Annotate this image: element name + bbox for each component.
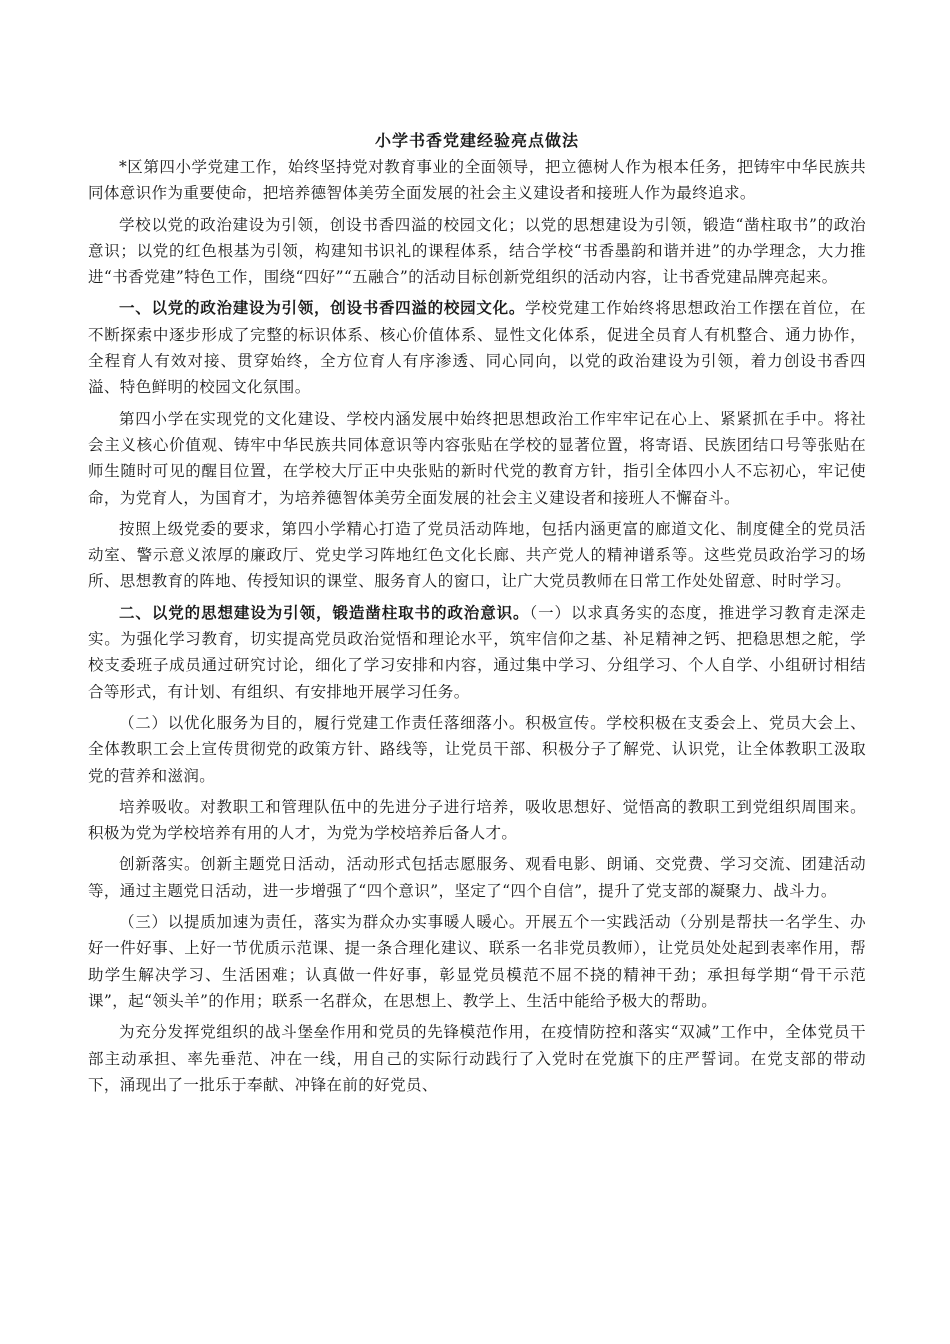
paragraph-10 <box>88 909 866 1014</box>
document-title: 小学书香党建经验亮点做法 <box>374 131 579 150</box>
paragraph-5 <box>88 516 866 595</box>
paragraph-2 <box>88 212 866 291</box>
paragraph-6 <box>88 600 866 705</box>
paragraph-8 <box>88 794 866 847</box>
section-heading-1: 一、以党的政治建设为引领，创设书香四溢的校园文化。 <box>119 298 526 318</box>
paragraph-text: 学校党建工作始终将思想政治工作摆在首位，在不断探索中逐步形成了完整的标识体系、核心价值体系、显性文化体系，促进全员育人有机整合、通力协作，全程育人有效对接、贯穿始终，全方位育人有序渗透、同心同向，以党的政治建设为引领，着力创设书香四溢、特色鲜明的校园文化氛围。 <box>88 299 866 397</box>
paragraph-text: 为充分发挥党组织的战斗堡垒作用和党员的先锋模范作用，在疫情防控和落实“双减”工作中，全体党员干部主动承担、率先垂范、冲在一线，用自己的实际行动践行了入党时在党旗下的庄严誓词。在党支部的带动下，涌现出了一批乐于奉献、冲锋在前的好党员、 <box>88 1023 866 1094</box>
paragraph-3 <box>88 295 866 400</box>
paragraph-1 <box>88 154 866 207</box>
paragraph-text: （二）以优化服务为目的，履行党建工作责任落细落小。积极宣传。学校积极在支委会上、党员大会上、全体教职工会上宣传贯彻党的政策方针、路线等，让党员干部、积极分子了解党、认识党，让全体教职工汲取党的营养和滋润。 <box>88 713 866 785</box>
paragraph-4 <box>88 406 866 511</box>
paragraph-text: *区第四小学党建工作，始终坚持党对教育事业的全面领导，把立德树人作为根本任务，把铸牢中华民族共同体意识作为重要使命，把培养德智体美劳全面发展的社会主义建设者和接班人作为最终追求。 <box>88 158 866 203</box>
paragraph-text: 学校以党的政治建设为引领，创设书香四溢的校园文化；以党的思想建设为引领，锻造“凿柱取书”的政治意识；以党的红色根基为引领，构建知书识礼的课程体系，结合学校“书香墨韵和谐并进”的办学理念，大力推进“书香党建”特色工作，围绕“四好”“五融合”的活动目标创新党组织的活动内容，让书香党建品牌亮起来。 <box>88 215 866 287</box>
paragraph-7 <box>88 710 866 789</box>
paragraph-text: 第四小学在实现党的文化建设、学校内涵发展中始终把思想政治工作牢牢记在心上、紧紧抓在手中。将社会主义核心价值观、铸牢中华民族共同体意识等内容张贴在学校的显著位置，将寄语、民族团结口号等张贴在师生随时可见的醒目位置，在学校大厅正中央张贴的新时代党的教育方针，指引全体四小人不忘初心，牢记使命，为党育人，为国育才，为培养德智体美劳全面发展的社会主义建设者和接班人不懈奋斗。 <box>88 409 866 507</box>
paragraph-text: 按照上级党委的要求，第四小学精心打造了党员活动阵地，包括内涵更富的廊道文化、制度健全的党员活动室、警示意义浓厚的廉政厅、党史学习阵地红色文化长廊、共产党人的精神谱系等。这些党员政治学习的场所、思想教育的阵地、传授知识的课堂、服务育人的窗口，让广大党员教师在日常工作处处留意、时时学习。 <box>88 519 866 591</box>
section-heading-2: 二、以党的思想建设为引领，锻造凿柱取书的政治意识。 <box>119 602 530 622</box>
paragraph-9 <box>88 851 866 904</box>
paragraph-text: （一）以求真务实的态度，推进学习教育走深走实。为强化学习教育，切实提高党员政治觉悟和理论水平，筑牢信仰之基、补足精神之钙、把稳思想之舵，学校支委班子成员通过研究讨论，细化了学习安排和内容，通过集中学习、分组学习、个人自学、小组研讨相结合等形式，有计划、有组织、有安排地开展学习任务。 <box>88 603 866 701</box>
paragraph-text: 创新落实。创新主题党日活动，活动形式包括志愿服务、观看电影、朗诵、交党费、学习交流、团建活动等，通过主题党日活动，进一步增强了“四个意识”，坚定了“四个自信”，提升了党支部的凝聚力、战斗力。 <box>88 855 866 900</box>
paragraph-11 <box>88 1019 866 1098</box>
paragraph-text: （三）以提质加速为责任，落实为群众办实事暖人暖心。开展五个一实践活动（分别是帮扶一名学生、办好一件好事、上好一节优质示范课、提一条合理化建议、联系一名非党员教师），让党员处处起到表率作用，帮助学生解决学习、生活困难；认真做一件好事，彰显党员模范不屈不挠的精神干劲；承担每学期“骨干示范课”，起“领头羊”的作用；联系一名群众，在思想上、教学上、生活中能给予极大的帮助。 <box>88 913 866 1010</box>
document-page <box>88 128 866 1103</box>
paragraph-text: 培养吸收。对教职工和管理队伍中的先进分子进行培养，吸收思想好、觉悟高的教职工到党组织周围来。积极为党为学校培养有用的人才，为党为学校培养后备人才。 <box>88 797 866 843</box>
